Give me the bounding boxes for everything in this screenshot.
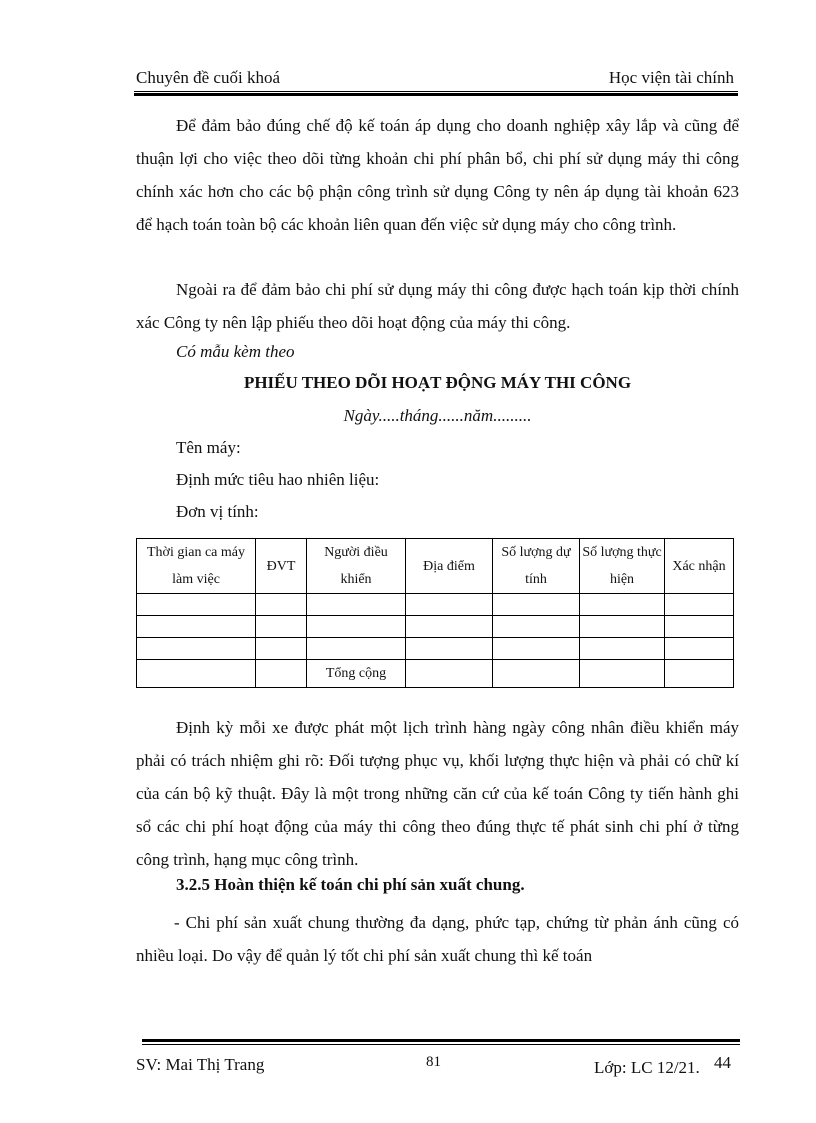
section-heading: 3.2.5 Hoàn thiện kế toán chi phí sản xuất chung. bbox=[176, 875, 525, 894]
field-unit: Đơn vị tính: bbox=[176, 502, 259, 521]
total-label: Tổng cộng bbox=[307, 660, 406, 688]
table-total-row bbox=[137, 660, 734, 688]
paragraph-3 bbox=[136, 711, 739, 876]
form-date-line bbox=[136, 406, 739, 426]
machine-activity-table bbox=[136, 538, 734, 688]
header-rule-thin bbox=[134, 91, 738, 92]
header-title-left: Chuyên đề cuối khoá bbox=[136, 68, 280, 87]
table-row bbox=[137, 638, 734, 660]
col-actual-qty: Số lượng thực hiện bbox=[580, 539, 665, 594]
col-operating-time: Thời gian ca máy làm việc bbox=[137, 539, 256, 594]
footer-class-suffix: 44 bbox=[714, 1053, 731, 1072]
col-estimated-qty: Số lượng dự tính bbox=[493, 539, 580, 594]
form-title: PHIẾU THEO DÕI HOẠT ĐỘNG MÁY THI CÔNG bbox=[243, 373, 632, 392]
footer-student: SV: Mai Thị Trang bbox=[136, 1055, 265, 1074]
col-location: Địa điểm bbox=[406, 539, 493, 594]
col-operator: Người điều khiển bbox=[307, 539, 406, 594]
table-row bbox=[137, 616, 734, 638]
form-date-text: Ngày.....tháng......năm......... bbox=[343, 406, 532, 425]
footer-rule-thin bbox=[142, 1044, 740, 1045]
paragraph-3-text: Định kỳ mỗi xe được phát một lịch trình hàng ngày công nhân điều khiển máy phải có trách nhiệm ghi rõ: Đối tượng phục vụ, khối lượng thực hiện và phải có chữ kí của cán bộ kỹ thuật. Đây là một trong những căn cứ của kế toán Công ty tiến hành ghi sổ các chi phí hoạt động của máy thi công theo đúng thực tế phát sinh chi phí ở từng công trình, hạng mục công trình. bbox=[136, 718, 739, 869]
field-fuel-norm: Định mức tiêu hao nhiên liệu: bbox=[176, 470, 380, 489]
note-sample-attached: Có mẫu kèm theo bbox=[176, 342, 295, 361]
footer-class: Lớp: LC 12/21. bbox=[594, 1058, 700, 1077]
paragraph-1 bbox=[136, 109, 739, 241]
paragraph-4 bbox=[136, 906, 739, 972]
footer-rule-thick bbox=[142, 1039, 740, 1042]
paragraph-2-text: Ngoài ra để đảm bảo chi phí sử dụng máy thi công được hạch toán kịp thời chính xác Công ty nên lập phiếu theo dõi hoạt động của máy thi công. bbox=[136, 280, 739, 332]
footer-page-number: 81 bbox=[426, 1054, 441, 1070]
col-unit: ĐVT bbox=[256, 539, 307, 594]
table-header-row bbox=[137, 539, 734, 594]
paragraph-4-text: - Chi phí sản xuất chung thường đa dạng, phức tạp, chứng từ phản ánh cũng có nhiều loại. Do vậy để quản lý tốt chi phí sản xuất chung thì kế toán bbox=[136, 913, 739, 965]
header-rule-thick bbox=[134, 93, 738, 96]
field-machine-name: Tên máy: bbox=[176, 438, 241, 457]
col-confirmation: Xác nhận bbox=[665, 539, 734, 594]
paragraph-2 bbox=[136, 273, 739, 339]
paragraph-1-text: Để đảm bảo đúng chế độ kế toán áp dụng cho doanh nghiệp xây lắp và cũng để thuận lợi cho việc theo dõi từng khoản chi phí phân bổ, chi phí sử dụng máy thi công chính xác hơn cho các bộ phận công trình sử dụng Công ty nên áp dụng tài khoản 623 để hạch toán toàn bộ các khoản liên quan đến việc sử dụng máy cho công trình. bbox=[136, 116, 739, 234]
table-row bbox=[137, 594, 734, 616]
header-title-right: Học viện tài chính bbox=[608, 68, 734, 87]
